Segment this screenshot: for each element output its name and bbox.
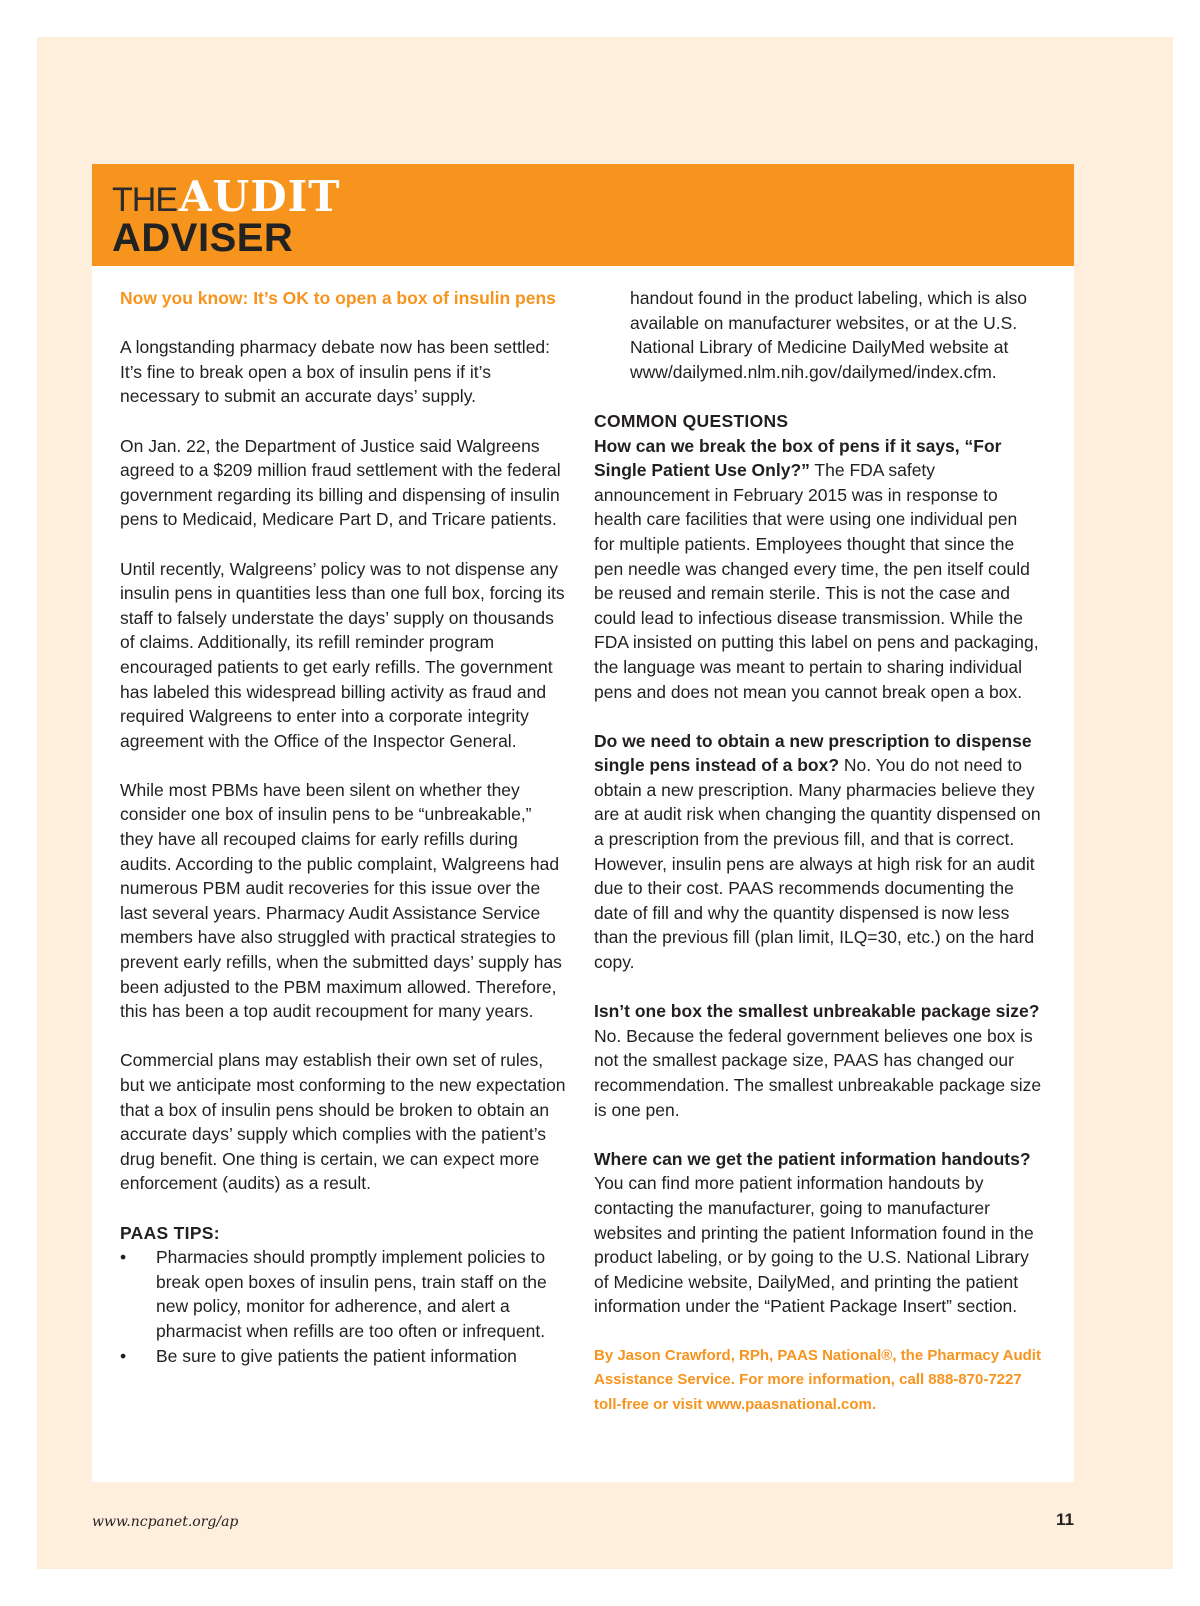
article-headline: Now you know: It’s OK to open a box of insulin pens xyxy=(120,288,556,308)
paragraph: A longstanding pharmacy debate now has been settled: It’s fine to break open a box of insulin pens if it’s necessary to submit an accurate days’ supply. xyxy=(120,337,551,407)
question-block xyxy=(594,434,1042,705)
title-adviser: ADVISER xyxy=(112,216,294,260)
question-text: Isn’t one box the smallest unbreakable package size? xyxy=(594,1001,1040,1022)
section-title xyxy=(112,172,341,221)
title-audit: AUDIT xyxy=(179,172,341,221)
paragraph: Until recently, Walgreens’ policy was to not dispense any insulin pens in quantities less than one full box, forcing its staff to falsely understate the days’ supply on thousands of claims. Additionally, its refill reminder program encouraged patients to get early refills. The government has labeled this widespread billing activity as fraud and required Walgreens to enter into a corporate integrity agreement with the Office of the Inspector General. xyxy=(120,558,565,751)
question-text: How can we break the box of pens if it says, “For Single Patient Use Only?” xyxy=(594,435,1002,481)
tips-list xyxy=(120,1245,568,1368)
list-item xyxy=(120,1245,568,1343)
tip-text: Pharmacies should promptly implement policies to break open boxes of insulin pens, train staff on the new policy, monitor for adherence, and alert a pharmacist when refills are too often or infrequent. xyxy=(156,1247,547,1341)
paragraph: While most PBMs have been silent on whether they consider one box of insulin pens to be “unbreakable,” they have all recouped claims for early refills during audits. According to the public complaint, Walgreens had numerous PBM audit recoveries for this issue over the last several years. Pharmacy Audit Assistance Service members have also struggled with practical strategies to prevent early refills, when the submitted days’ supply has been adjusted to the PBM maximum allowed. Therefore, this has been a top audit recoupment for many years. xyxy=(120,779,562,1022)
page-number: 11 xyxy=(1056,1510,1074,1529)
tips-heading: PAAS TIPS: xyxy=(120,1222,220,1243)
tip-continuation: handout found in the product labeling, which is also available on manufacturer websites, or at the U.S. National Library of Medicine DailyMed website at www/dailymed.nlm.nih.gov/dailymed/index.cfm. xyxy=(630,288,1027,382)
answer-text: The FDA safety announcement in February 2015 was in response to health care facilities that were using one individual pen for multiple patients. Employees thought that since the pen needle was changed every time, the pen itself could be reused and remain sterile. This is not the case and could lead to infectious disease transmission. While the FDA insisted on putting this label on pens and packaging, the language was meant to pertain to sharing individual pens and does not mean you cannot break open a box. xyxy=(594,460,1039,702)
question-text: Do we need to obtain a new prescription to dispense single pens instead of a box? xyxy=(594,730,1032,776)
question-block xyxy=(594,999,1042,1122)
question-block xyxy=(594,729,1042,975)
answer-text: No. You do not need to obtain a new prescription. Many pharmacies believe they are at audit risk when changing the quantity dispensed on a prescription from the previous fill, and that is correct. However, insulin pens are always at high risk for an audit due to their cost. PAAS recommends documenting the date of fill and why the quantity dispensed is now less than the previous fill (plan limit, ILQ=30, etc.) on the hard copy. xyxy=(594,755,1041,973)
title-the: THE xyxy=(112,181,177,219)
question-block xyxy=(594,1147,1042,1319)
tip-text: Be sure to give patients the patient information xyxy=(156,1345,517,1366)
answer-text: You can find more patient information handouts by contacting the manufacturer, going to manufacturer websites and printing the patient Information found in the product labeling, or by going to the U.S. National Library of Medicine website, DailyMed, and printing the patient information under the “Patient Package Insert” section. xyxy=(594,1173,1034,1317)
list-item xyxy=(120,1344,568,1369)
question-text: Where can we get the patient information handouts? xyxy=(594,1148,1031,1169)
article-body xyxy=(92,266,1074,1482)
footer-url: www.ncpanet.org/ap xyxy=(92,1514,239,1530)
left-column xyxy=(120,286,568,1368)
bullet-icon: • xyxy=(120,1247,127,1268)
paragraph: Commercial plans may establish their own set of rules, but we anticipate most conforming to the new expectation that a box of insulin pens should be broken to obtain an accurate days’ supply which complies with the patient’s drug benefit. One thing is certain, we can expect more enforcement (audits) as a result. xyxy=(120,1050,566,1194)
paragraph: On Jan. 22, the Department of Justice said Walgreens agreed to a $209 million fraud settlement with the federal government regarding its billing and dispensing of insulin pens to Medicaid, Medicare Part D, and Tricare patients. xyxy=(120,435,561,530)
right-column xyxy=(594,286,1042,1442)
answer-text: No. Because the federal government believes one box is not the smallest package size, PAAS has changed our recommendation. The smallest unbreakable package size is one pen. xyxy=(594,1025,1042,1120)
questions-heading: COMMON QUESTIONS xyxy=(594,410,789,431)
author-byline: By Jason Crawford, RPh, PAAS National®, the Pharmacy Audit Assistance Service. For more information, call 888-870-7227 toll-free or visit www.paasnational.com. xyxy=(594,1346,1041,1413)
bullet-icon: • xyxy=(120,1345,127,1366)
